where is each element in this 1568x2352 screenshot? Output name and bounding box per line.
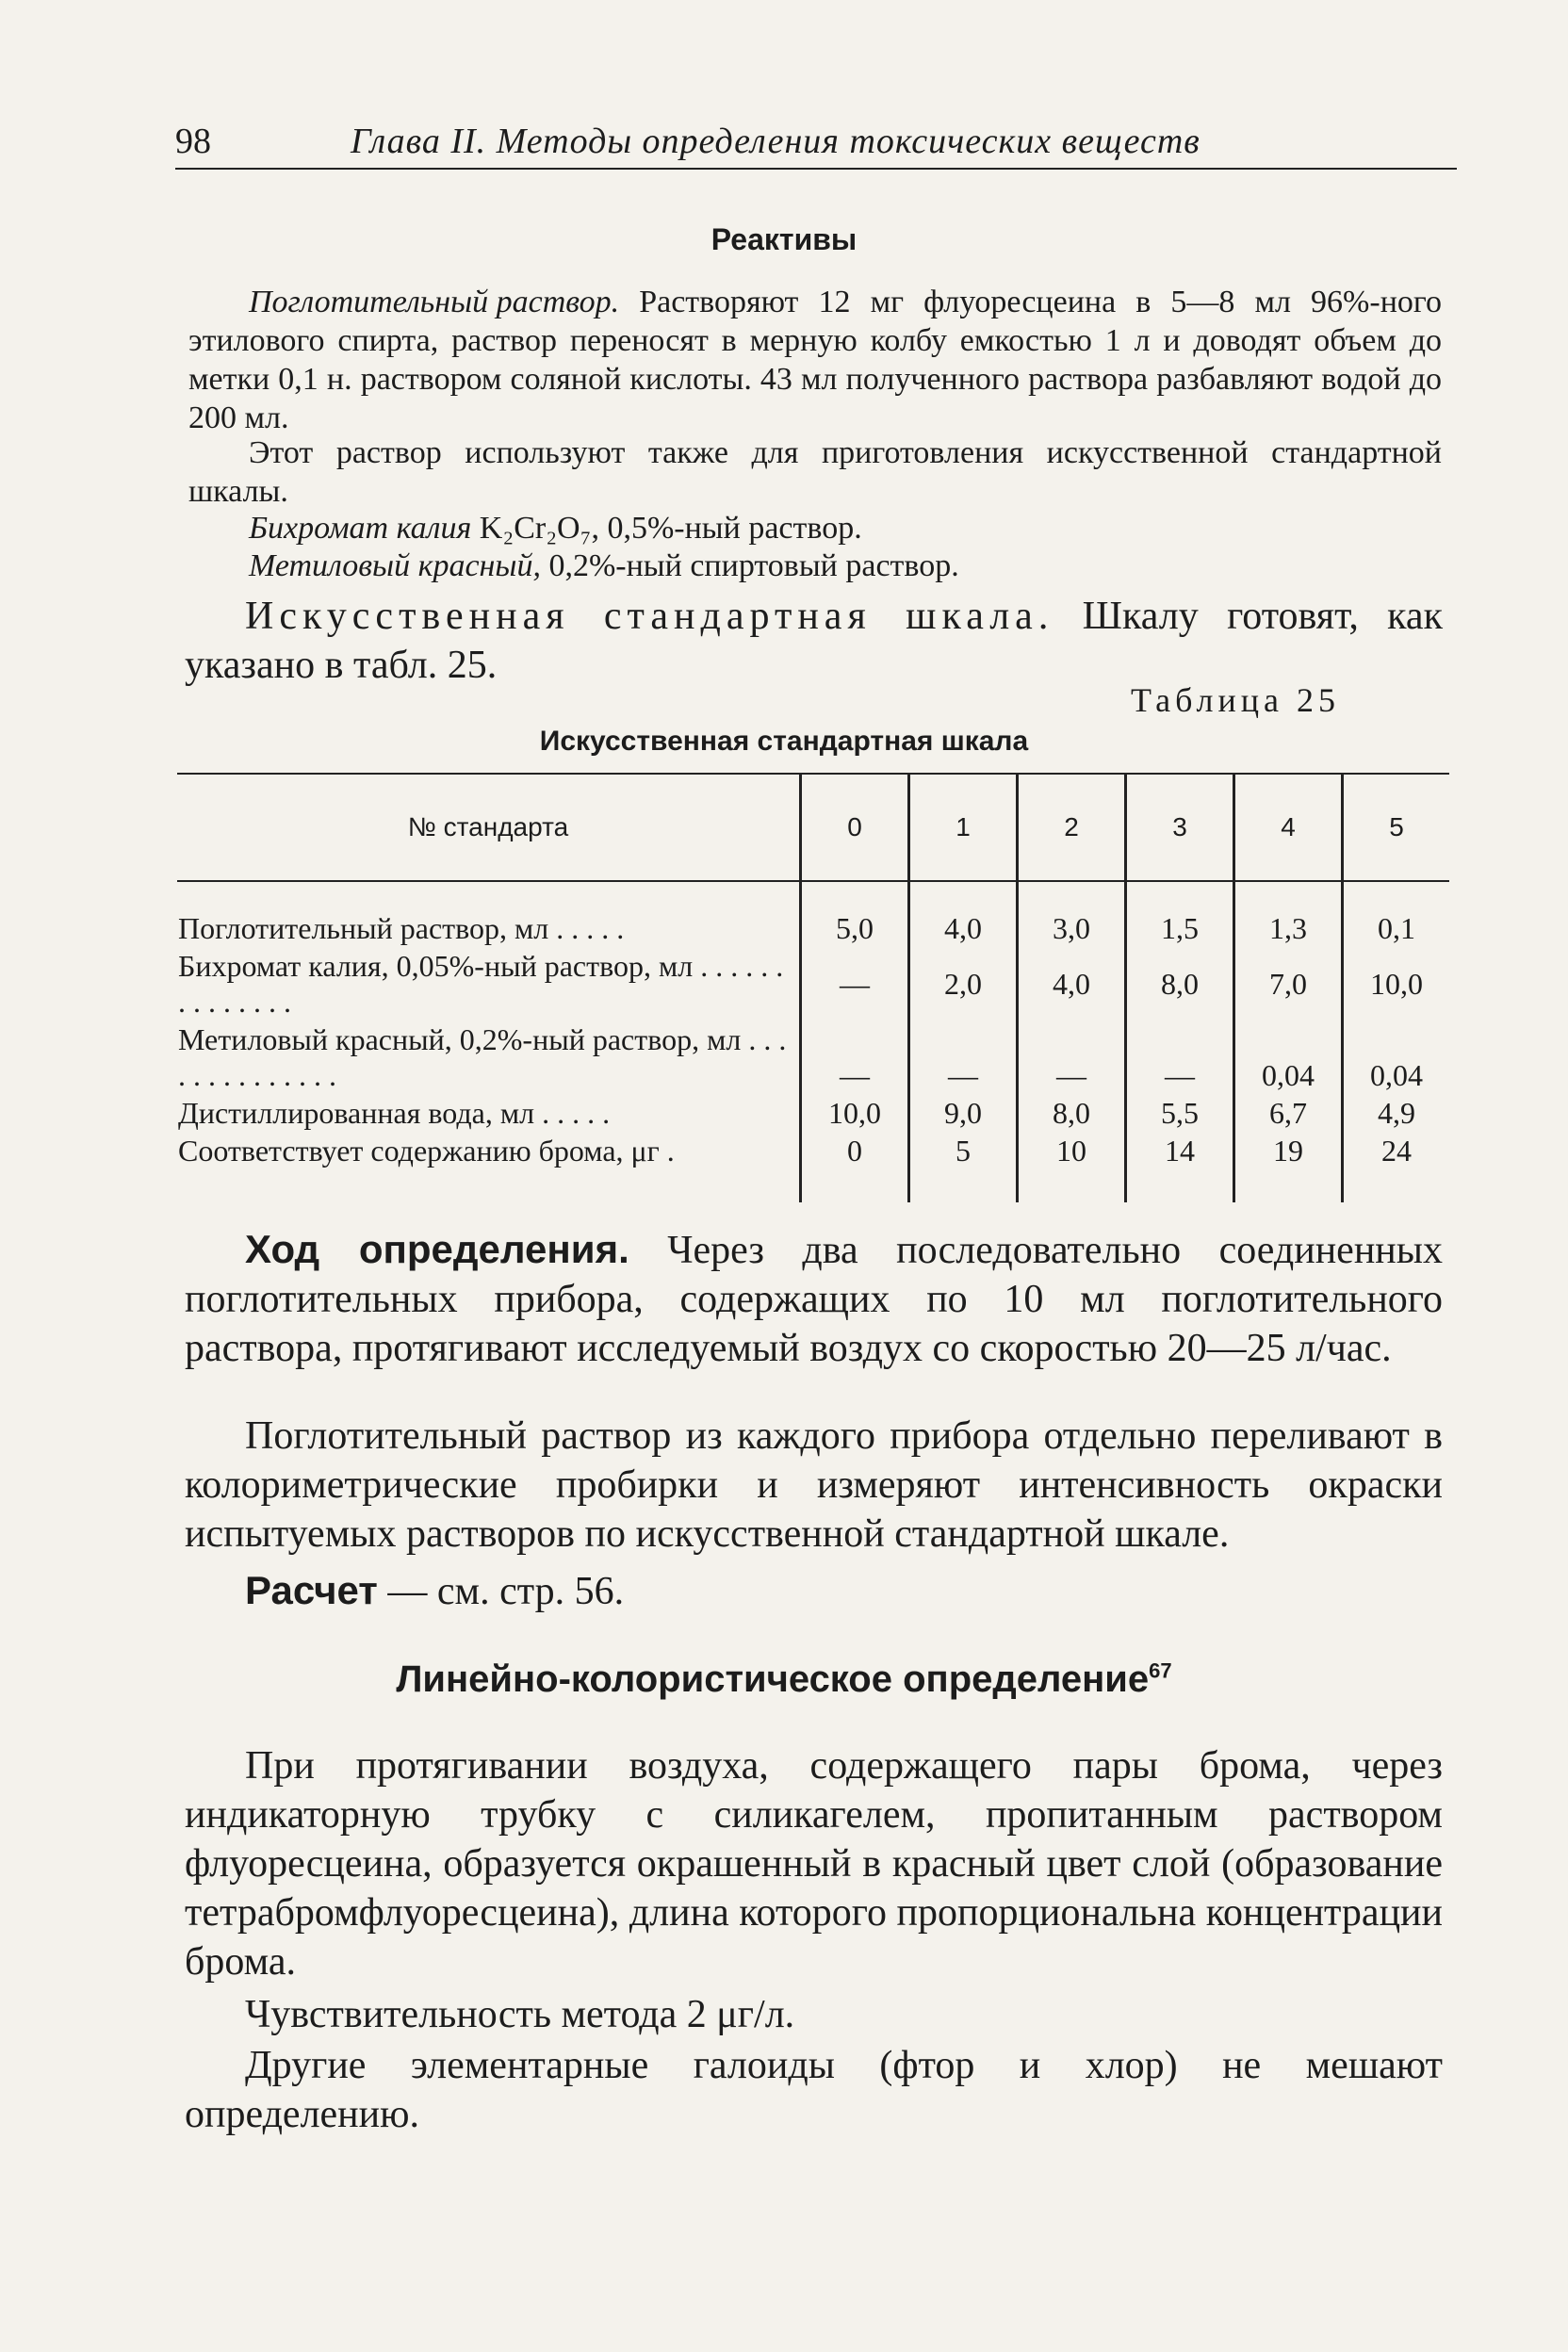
table-header-col: 3: [1126, 774, 1234, 881]
procedure-measure-paragraph: Поглотительный раствор из каждого прибора отдельно переливают в колориметрические пробирки и измеряют интенсивность окраски испытуемых растворов по искусственной стандартной шкале.: [185, 1414, 1443, 1556]
table-cell: 6,7: [1234, 1094, 1343, 1132]
table-cell: 8,0: [1018, 1094, 1126, 1132]
reagent-absorbing-text: Растворяют 12 мг флуоресцеина в 5—8 мл 96%-ного этилового спирта, раствор переносят в мерную колбу емкостью 1 л и доводят объем до метки 0,1 н. раствором соляной кислоты. 43 мл полученного раствора разбавляют водой до 200 мл.: [188, 285, 1442, 435]
section-title-text: Линейно-колористическое определение: [396, 1658, 1150, 1700]
table-cell: 7,0: [1234, 947, 1343, 1021]
scale-intro-text: Шкалу готовят, как указано в табл. 25.: [185, 595, 1443, 687]
table-cell: —: [1018, 1021, 1126, 1094]
table-cell: —: [801, 947, 909, 1021]
table-header-row: [177, 774, 1449, 881]
reagent-dichromate-label: Бихромат калия: [249, 511, 472, 546]
table-cell: 2,0: [909, 947, 1018, 1021]
table-row: [177, 881, 1449, 947]
table-cell: 10: [1018, 1132, 1126, 1202]
table-title: Искусственная стандартная шкала: [539, 726, 1029, 757]
page-number: 98: [175, 122, 211, 161]
table-cell: 0,04: [1234, 1021, 1343, 1094]
row-label: Поглотительный раствор, мл . . . . .: [178, 911, 625, 945]
calculation-heading: Расчет: [245, 1568, 378, 1612]
procedure-paragraph: [185, 1225, 1443, 1373]
table-cell: 8,0: [1126, 947, 1234, 1021]
table-cell: —: [1126, 1021, 1234, 1094]
table-cell: 10,0: [801, 1094, 909, 1132]
table-header-col: 1: [909, 774, 1018, 881]
table-cell: 24: [1343, 1132, 1450, 1202]
table-cell: —: [801, 1021, 909, 1094]
table-header-col: 5: [1343, 774, 1450, 881]
table-cell: 0,04: [1343, 1021, 1450, 1094]
linear-paragraph: При протягивании воздуха, содержащего пары брома, через индикаторную трубку с силикагелем, пропитанным раствором флуоресцеина, образуется окрашенный в красный цвет слой (образование тетрабромфлуоресцеина), длина которого пропорциональна концентрации брома.: [185, 1744, 1443, 1984]
table-header-col: 4: [1234, 774, 1343, 881]
table-row: [177, 1132, 1449, 1202]
calculation-text: — см. стр. 56.: [377, 1570, 625, 1613]
reagent-dichromate: [188, 509, 1442, 547]
table-cell: 1,5: [1126, 881, 1234, 947]
chapter-title: Глава II. Методы определения токсических веществ: [351, 122, 1200, 161]
section-title-footnote: 67: [1149, 1658, 1172, 1683]
table-row: [177, 1021, 1449, 1094]
table-cell: 4,0: [1018, 947, 1126, 1021]
table-cell: 1,3: [1234, 881, 1343, 947]
row-label: Соответствует содержанию брома, μг .: [178, 1134, 675, 1168]
standard-scale-table: [177, 773, 1449, 1202]
section-title: [0, 1658, 1568, 1701]
table-cell: 14: [1126, 1132, 1234, 1202]
table-header-col: 2: [1018, 774, 1126, 881]
table-cell: 3,0: [1018, 881, 1126, 947]
row-label: Метиловый красный, 0,2%-ный раствор, мл . . . . . . . . . . . . . .: [178, 1022, 787, 1092]
table-cell: 9,0: [909, 1094, 1018, 1132]
procedure-heading: Ход определения.: [245, 1227, 629, 1271]
table-header-col: 0: [801, 774, 909, 881]
table-cell: 4,9: [1343, 1094, 1450, 1132]
calculation-paragraph: [185, 1566, 1443, 1616]
table-row: [177, 1094, 1449, 1132]
reagent-methyl-red-text: 0,2%-ный спиртовый раствор.: [540, 548, 959, 583]
table-cell: 5: [909, 1132, 1018, 1202]
procedure-text: Через два последовательно соединенных поглотительных прибора, содержащих по 10 мл поглотительного раствора, протягивают исследуемый воздух со скоростью 20—25 л/час.: [185, 1229, 1443, 1370]
row-label: Бихромат калия, 0,05%-ный раствор, мл . . . . . . . . . . . . . .: [178, 949, 784, 1019]
reagent-note: Этот раствор используют также для приготовления искусственной стандартной шкалы.: [188, 435, 1442, 509]
table-row: [177, 947, 1449, 1021]
scale-intro: [185, 592, 1443, 690]
row-label: Дистиллированная вода, мл . . . . .: [178, 1096, 611, 1130]
table-label: Таблица 25: [1131, 681, 1340, 719]
table-header-label: № стандарта: [177, 774, 801, 881]
table-cell: 0: [801, 1132, 909, 1202]
reagent-absorbing-solution: [188, 283, 1442, 437]
table-cell: 5,0: [801, 881, 909, 947]
reagent-methyl-red: [188, 547, 1442, 585]
header-rule: [175, 168, 1457, 170]
reagent-methyl-red-label: Метиловый красный,: [249, 548, 541, 583]
table-cell: —: [909, 1021, 1018, 1094]
table-cell: 4,0: [909, 881, 1018, 947]
table-cell: 19: [1234, 1132, 1343, 1202]
reagents-heading: Реактивы: [710, 222, 858, 256]
table-cell: 5,5: [1126, 1094, 1234, 1132]
table-cell: 10,0: [1343, 947, 1450, 1021]
halogens-paragraph: Другие элементарные галоиды (фтор и хлор) не мешают определению.: [185, 2044, 1443, 2136]
reagent-absorbing-label: Поглотительный раствор.: [249, 285, 620, 319]
table-cell: 0,1: [1343, 881, 1450, 947]
reagent-dichromate-text: K₂Cr₂O₇, 0,5%-ный раствор.: [471, 511, 862, 546]
page-header: [175, 113, 1457, 170]
sensitivity-paragraph: Чувствительность метода 2 μг/л.: [245, 1993, 795, 2036]
scale-intro-spaced: Искусственная стандартная шкала.: [245, 595, 1054, 638]
